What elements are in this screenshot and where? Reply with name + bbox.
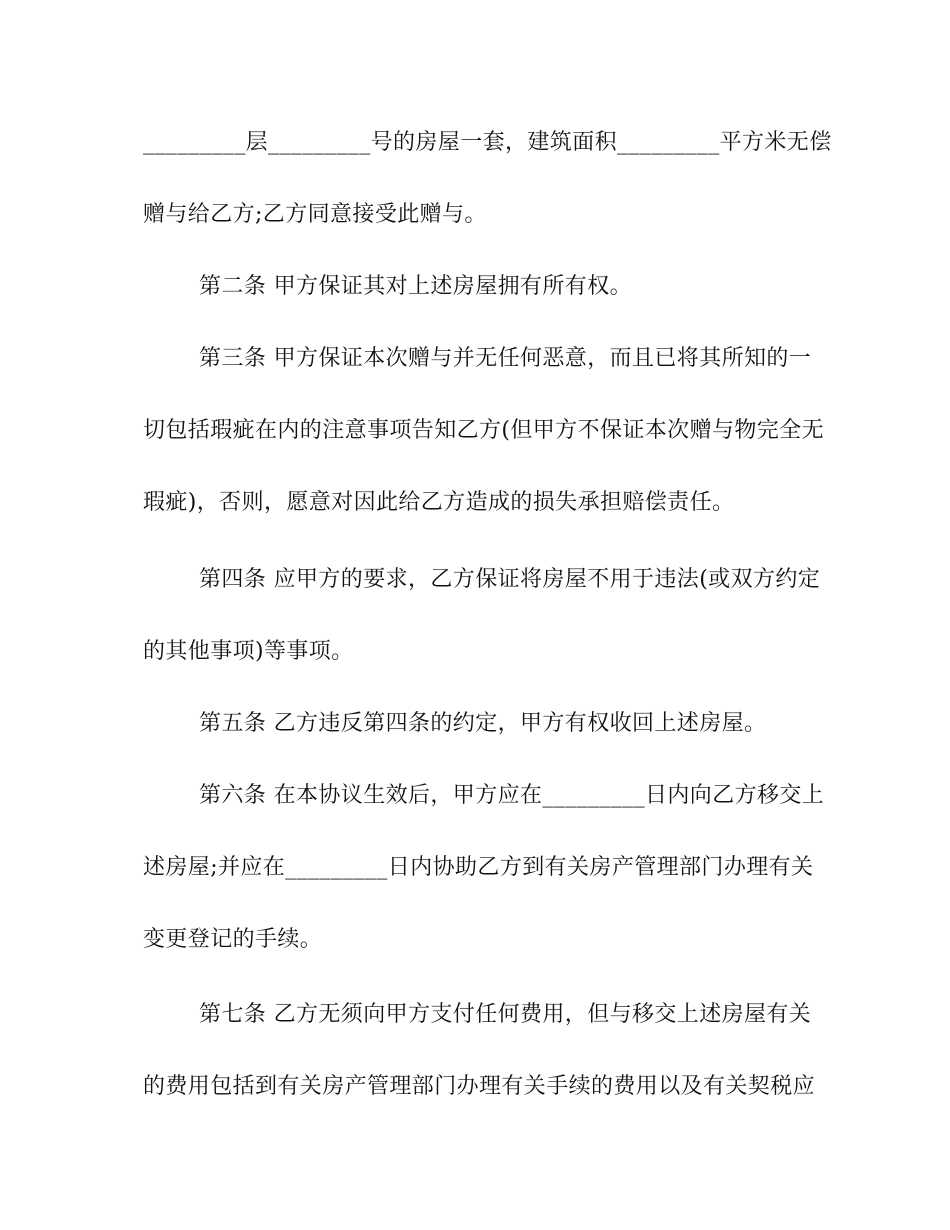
text-line: 赠与给乙方;乙方同意接受此赠与。 bbox=[143, 202, 487, 227]
text-line: 述房屋;并应在_________日内协助乙方到有关房产管理部门办理有关 bbox=[143, 855, 814, 880]
text-line: 的费用包括到有关房产管理部门办理有关手续的费用以及有关契税应 bbox=[143, 1074, 816, 1099]
clause-5: 第五条 乙方违反第四条的约定，甲方有权收回上述房屋。 bbox=[199, 711, 767, 736]
text-line: 的其他事项)等事项。 bbox=[143, 639, 354, 664]
text-line: 瑕疵)，否则，愿意对因此给乙方造成的损失承担赔偿责任。 bbox=[143, 490, 735, 515]
clause-4: 第四条 应甲方的要求，乙方保证将房屋不用于违法(或双方约定 bbox=[199, 567, 821, 592]
clause-6: 第六条 在本协议生效后，甲方应在_________日内向乙方移交上 bbox=[199, 783, 825, 808]
clause-7: 第七条 乙方无须向甲方支付任何费用，但与移交上述房屋有关 bbox=[199, 1002, 812, 1027]
clause-3: 第三条 甲方保证本次赠与并无任何恶意，而且已将其所知的一 bbox=[199, 346, 812, 371]
text-line: _________层_________号的房屋一套，建筑面积_________平方米无偿 bbox=[143, 130, 832, 155]
text-line: 变更登记的手续。 bbox=[143, 927, 323, 952]
clause-2: 第二条 甲方保证其对上述房屋拥有所有权。 bbox=[199, 274, 632, 299]
text-line: 切包括瑕疵在内的注意事项告知乙方(但甲方不保证本次赠与物完全无 bbox=[143, 418, 824, 443]
